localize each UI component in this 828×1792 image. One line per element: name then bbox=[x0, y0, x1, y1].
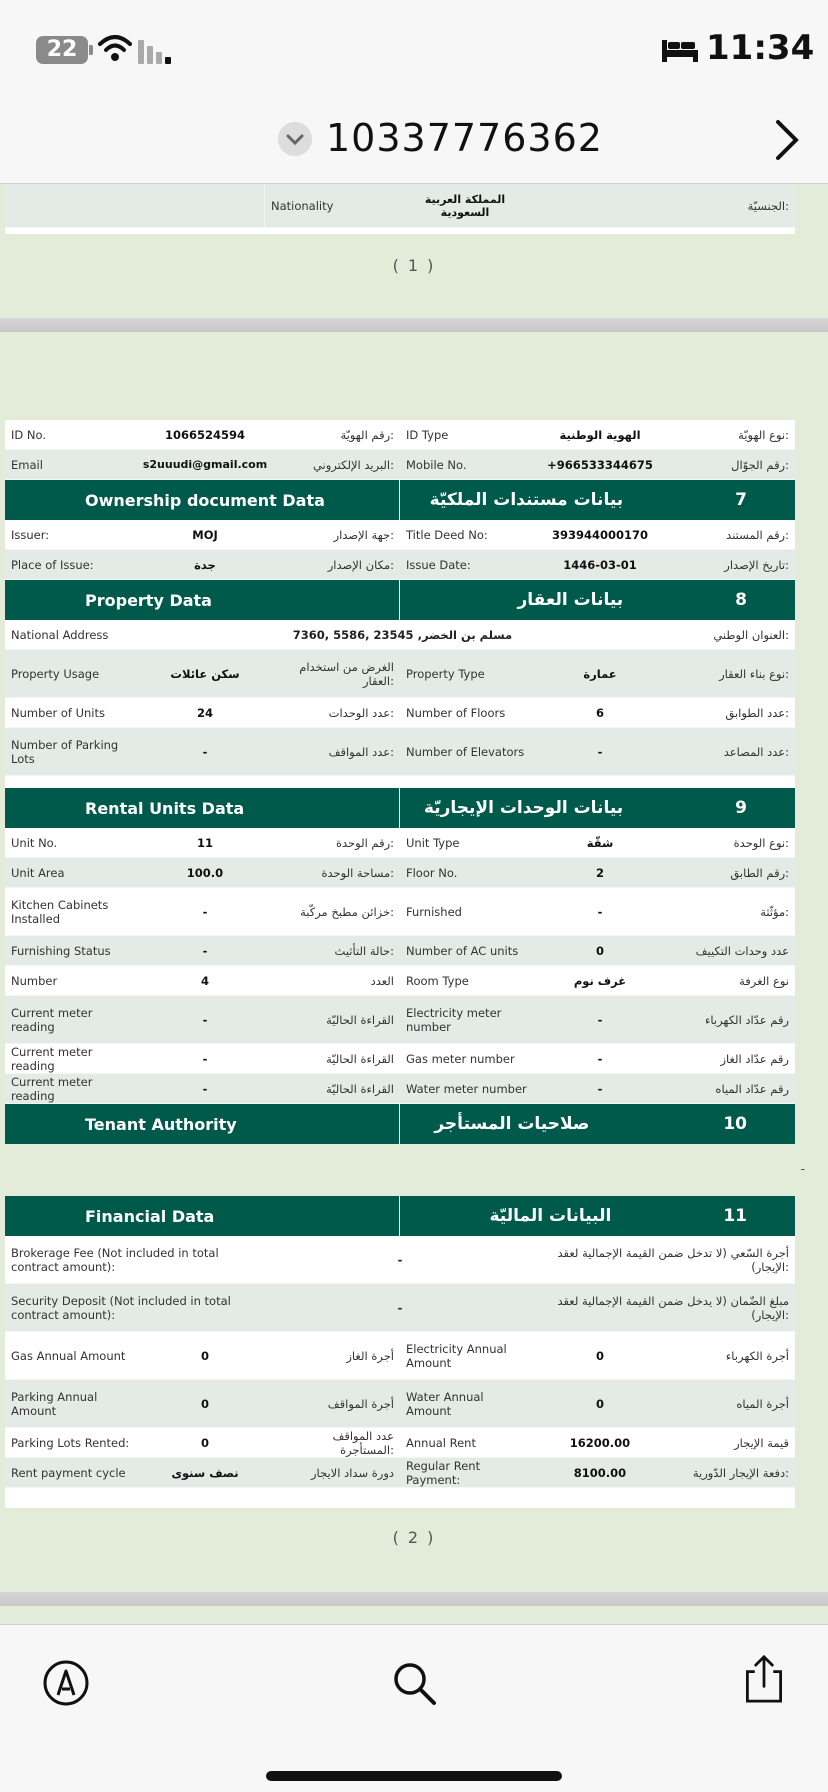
field-label: Room Type bbox=[406, 973, 469, 988]
field-label-ar: حالة التأثيث: bbox=[334, 943, 394, 958]
table-row bbox=[5, 936, 795, 966]
field-label: Property Usage bbox=[11, 666, 100, 681]
field-label-ar: رقم عدّاد المياه bbox=[715, 1081, 789, 1096]
table-row bbox=[5, 1284, 795, 1332]
electricity-annual-value: 0 bbox=[595, 1348, 604, 1363]
field-label-ar: العنوان الوطني: bbox=[713, 627, 789, 642]
field-label: Number of Floors bbox=[406, 705, 506, 720]
field-label: Kitchen Cabinets Installed bbox=[11, 897, 109, 926]
nationality-label-ar: الجنسيّة: bbox=[747, 198, 789, 213]
field-label-ar: أجرة المواقف bbox=[327, 1396, 394, 1411]
field-label-ar: رقم الوحدة: bbox=[335, 835, 394, 850]
place-value: جدة bbox=[194, 557, 216, 572]
field-label: Gas meter number bbox=[406, 1051, 515, 1066]
field-label-ar: عدد الطوابق: bbox=[725, 705, 789, 720]
field-label: Property Type bbox=[406, 666, 485, 681]
electricity-meter-value: - bbox=[597, 1012, 603, 1027]
field-label: Electricity Annual Amount bbox=[406, 1341, 507, 1370]
section-number: 7 bbox=[735, 490, 747, 510]
room-count-value: 4 bbox=[200, 973, 209, 988]
unit-number-value: 11 bbox=[196, 835, 213, 850]
brokerage-value: - bbox=[397, 1252, 403, 1267]
section-header-rental-units bbox=[5, 788, 795, 828]
field-label-ar: نوع بناء العقار: bbox=[719, 666, 789, 681]
water-meter-value: - bbox=[597, 1081, 603, 1096]
floors-value: 6 bbox=[595, 705, 604, 720]
field-label: ID No. bbox=[11, 427, 46, 442]
field-label-ar: مؤثّثة: bbox=[760, 904, 789, 919]
field-label: Issuer: bbox=[11, 527, 50, 542]
section-number: 11 bbox=[723, 1206, 747, 1226]
furnishing-status-value: - bbox=[202, 943, 208, 958]
chevron-right-icon[interactable] bbox=[772, 118, 802, 162]
section-header-tenant-authority bbox=[5, 1104, 795, 1144]
field-label: Brokerage Fee (Not included in total contract amount): bbox=[11, 1245, 219, 1274]
section-title-ar: بيانات الوحدات الإيجاريّة bbox=[423, 798, 624, 818]
field-label-ar: مكان الإصدار: bbox=[327, 557, 394, 572]
chevron-down-icon[interactable] bbox=[278, 122, 312, 156]
field-label: Number of Parking Lots bbox=[11, 737, 119, 766]
page-separator bbox=[0, 318, 828, 332]
table-row bbox=[5, 650, 795, 698]
field-label: Issue Date: bbox=[406, 557, 471, 572]
table-row bbox=[5, 888, 795, 936]
field-label: Place of Issue: bbox=[11, 557, 94, 572]
field-label-ar: نوع الهويّة: bbox=[738, 427, 789, 442]
field-label-ar: عدد وحدات التكييف bbox=[695, 943, 789, 958]
regular-payment-value: 8100.00 bbox=[573, 1465, 627, 1480]
room-type-value: غرف نوم bbox=[573, 973, 627, 988]
field-label: Floor No. bbox=[406, 865, 458, 880]
table-row bbox=[5, 698, 795, 728]
table-row bbox=[5, 450, 795, 480]
field-label-ar: أجرة الكهرباء bbox=[725, 1348, 789, 1363]
parking-annual-value: 0 bbox=[200, 1396, 209, 1411]
field-label-ar: رقم الهويّة: bbox=[340, 427, 394, 442]
units-value: 24 bbox=[196, 705, 213, 720]
section-title-ar: البيانات الماليّة bbox=[489, 1206, 612, 1226]
annual-rent-value: 16200.00 bbox=[569, 1435, 631, 1450]
field-label: Furnished bbox=[406, 904, 462, 919]
field-label: Gas Annual Amount bbox=[11, 1348, 126, 1363]
battery-indicator: 22 bbox=[36, 36, 88, 64]
id-type-value: الهوية الوطنية bbox=[559, 427, 641, 442]
field-label: Number of Units bbox=[11, 705, 105, 720]
field-label: Parking Lots Rented: bbox=[11, 1435, 130, 1450]
section-header-financial bbox=[5, 1196, 795, 1236]
meter-reading-value: - bbox=[202, 1081, 208, 1096]
mobile-value: +966533344675 bbox=[547, 457, 653, 472]
field-label-ar: رقم المستند: bbox=[726, 527, 789, 542]
field-label-ar: عدد الوحدات: bbox=[328, 705, 394, 720]
issue-date-value: 1446-03-01 bbox=[563, 557, 637, 572]
field-label: Security Deposit (Not included in total contract amount): bbox=[11, 1293, 231, 1322]
nationality-label: Nationality bbox=[271, 198, 334, 213]
furnished-value: - bbox=[597, 904, 603, 919]
unit-type-value: شقّة bbox=[586, 835, 614, 850]
section-title-en: Financial Data bbox=[5, 1196, 400, 1236]
water-annual-value: 0 bbox=[595, 1396, 604, 1411]
field-label-ar: العدد bbox=[370, 973, 394, 988]
field-label-ar: نوع الوحدة: bbox=[733, 835, 789, 850]
field-label-ar: قيمة الإيجار bbox=[734, 1435, 789, 1450]
field-label-ar: مبلغ الضّمان (لا يدخل ضمن القيمة الإجمالية لعقد الإيجار): bbox=[557, 1293, 789, 1322]
unit-area-value: 100.0 bbox=[186, 865, 224, 880]
floor-value: 2 bbox=[595, 865, 604, 880]
field-label: ID Type bbox=[406, 427, 449, 442]
field-label: Regular Rent Payment: bbox=[406, 1458, 481, 1487]
table-row bbox=[5, 420, 795, 450]
field-label: Number bbox=[11, 973, 58, 988]
field-label: Mobile No. bbox=[406, 457, 467, 472]
field-label-ar: أجرة الغاز bbox=[346, 1348, 394, 1363]
field-label: Unit No. bbox=[11, 835, 58, 850]
field-label: Current meter reading bbox=[11, 1074, 93, 1103]
field-label-ar: عدد المواقف المستأجرة: bbox=[332, 1428, 394, 1457]
tenant-authority-value: - bbox=[800, 1162, 805, 1176]
field-label-ar: دفعة الإيجار الدّورية: bbox=[692, 1465, 789, 1480]
field-label: National Address bbox=[11, 627, 109, 642]
field-label: Unit Type bbox=[406, 835, 460, 850]
section-title-ar: صلاحيات المستأجر bbox=[434, 1114, 590, 1134]
meter-reading-value: - bbox=[202, 1051, 208, 1066]
field-label-ar: مساحة الوحدة: bbox=[321, 865, 394, 880]
meter-reading-value: - bbox=[202, 1012, 208, 1027]
field-label-ar: الغرض من استخدام العقار: bbox=[299, 659, 394, 688]
national-address-value: 7360, 5586, 23545 ,مسلم بن الخضر bbox=[292, 627, 513, 642]
table-row bbox=[5, 1380, 795, 1428]
section-title-en: Rental Units Data bbox=[5, 788, 400, 828]
field-label: Annual Rent bbox=[406, 1435, 476, 1450]
field-label: Email bbox=[11, 457, 43, 472]
field-label-ar: نوع الغرفة bbox=[739, 973, 789, 988]
field-label-ar: أجرة السّعي (لا تدخل ضمن القيمة الإجمالية لعقد الإيجار): bbox=[557, 1245, 789, 1274]
field-label-ar: القراءة الحاليّة bbox=[326, 1051, 394, 1066]
field-label: Water Annual Amount bbox=[406, 1389, 484, 1418]
kitchen-value: - bbox=[202, 904, 208, 919]
field-label-ar: رقم الطابق: bbox=[730, 865, 789, 880]
deposit-value: - bbox=[397, 1300, 403, 1315]
field-label-ar: القراءة الحاليّة bbox=[326, 1081, 394, 1096]
parking-value: - bbox=[202, 744, 208, 759]
table-row bbox=[5, 858, 795, 888]
field-label: Title Deed No: bbox=[406, 527, 488, 542]
field-label-ar: عدد المواقف: bbox=[328, 744, 394, 759]
field-label-ar: خزائن مطبخ مركّبة: bbox=[300, 904, 394, 919]
email-value: s2uuudi@gmail.com bbox=[142, 458, 268, 471]
page-number: ( 2 ) bbox=[392, 1528, 436, 1547]
section-number: 9 bbox=[735, 798, 747, 818]
field-label: Electricity meter number bbox=[406, 1005, 502, 1034]
section-title-en: Tenant Authority bbox=[5, 1104, 400, 1144]
payment-cycle-value: نصف سنوى bbox=[171, 1465, 239, 1480]
field-label: Number of Elevators bbox=[406, 744, 525, 759]
section-number: 8 bbox=[735, 590, 747, 610]
field-label-ar: دورة سداد الايجار bbox=[311, 1465, 394, 1480]
field-label-ar: رقم الجوّال: bbox=[731, 457, 789, 472]
table-row bbox=[5, 966, 795, 996]
field-label-ar: رقم عدّاد الكهرباء bbox=[704, 1012, 789, 1027]
section-header-property bbox=[5, 580, 795, 620]
ac-units-value: 0 bbox=[595, 943, 604, 958]
document-title[interactable]: 10337776362 bbox=[326, 116, 603, 160]
sleep-focus-icon bbox=[662, 38, 698, 62]
field-label: Number of AC units bbox=[406, 943, 519, 958]
table-row bbox=[5, 828, 795, 858]
field-label: Parking Annual Amount bbox=[11, 1389, 98, 1418]
top-bar bbox=[0, 0, 828, 184]
table-row bbox=[5, 728, 795, 776]
table-row bbox=[5, 1236, 795, 1284]
page-separator bbox=[0, 1592, 828, 1606]
field-label: Furnishing Status bbox=[11, 943, 111, 958]
deed-number-value: 393944000170 bbox=[551, 527, 649, 542]
clock: 11:34 bbox=[706, 28, 815, 68]
section-title-ar: بيانات العقار bbox=[517, 590, 624, 610]
field-label-ar: القراءة الحاليّة bbox=[326, 1012, 394, 1027]
table-row bbox=[5, 620, 795, 650]
bottom-toolbar bbox=[0, 1624, 828, 1792]
field-label: Rent payment cycle bbox=[11, 1465, 126, 1480]
nationality-table bbox=[5, 184, 795, 234]
field-label: Unit Area bbox=[11, 865, 65, 880]
table-row bbox=[5, 1044, 795, 1074]
markup-icon[interactable] bbox=[42, 1659, 90, 1707]
field-label: Water meter number bbox=[406, 1081, 527, 1096]
field-label-ar: تاريخ الإصدار: bbox=[724, 557, 789, 572]
field-label: Current meter reading bbox=[11, 1044, 93, 1073]
wifi-icon bbox=[98, 32, 132, 64]
status-bar bbox=[0, 28, 828, 72]
table-row bbox=[5, 1332, 795, 1380]
section-header-ownership bbox=[5, 480, 795, 520]
elevators-value: - bbox=[597, 744, 603, 759]
field-label-ar: رقم عدّاد الغاز bbox=[720, 1051, 789, 1066]
table-row bbox=[5, 1074, 795, 1104]
cellular-signal-icon bbox=[138, 36, 178, 64]
field-label-ar: جهة الإصدار: bbox=[333, 527, 394, 542]
field-label-ar: عدد المصاعد: bbox=[723, 744, 789, 759]
property-type-value: عمارة bbox=[583, 666, 617, 681]
section-title-en: Ownership document Data bbox=[5, 480, 400, 520]
id-number-value: 1066524594 bbox=[164, 427, 246, 442]
home-indicator[interactable] bbox=[266, 1771, 562, 1781]
contract-page-2 bbox=[5, 420, 805, 1508]
usage-value: سكن عائلات bbox=[170, 666, 240, 681]
gas-meter-value: - bbox=[597, 1051, 603, 1066]
table-row bbox=[5, 1428, 795, 1458]
table-row bbox=[5, 1458, 795, 1488]
page-number: ( 1 ) bbox=[392, 256, 436, 275]
table-row bbox=[5, 520, 795, 550]
nationality-value: المملكة العربية السعودية bbox=[424, 192, 506, 219]
search-icon[interactable] bbox=[390, 1659, 438, 1707]
table-row bbox=[5, 996, 795, 1044]
field-label-ar: البريد الإلكتروني: bbox=[312, 457, 394, 472]
table-row bbox=[5, 550, 795, 580]
field-label-ar: أجرة المياه bbox=[736, 1396, 789, 1411]
parking-lots-rented-value: 0 bbox=[200, 1435, 209, 1450]
share-icon[interactable] bbox=[740, 1655, 788, 1703]
issuer-value: MOJ bbox=[192, 527, 218, 542]
section-number: 10 bbox=[723, 1114, 747, 1134]
section-title-ar: بيانات مستندات الملكيّة bbox=[429, 490, 624, 510]
gas-annual-value: 0 bbox=[200, 1348, 209, 1363]
field-label: Current meter reading bbox=[11, 1005, 93, 1034]
section-title-en: Property Data bbox=[5, 580, 400, 620]
